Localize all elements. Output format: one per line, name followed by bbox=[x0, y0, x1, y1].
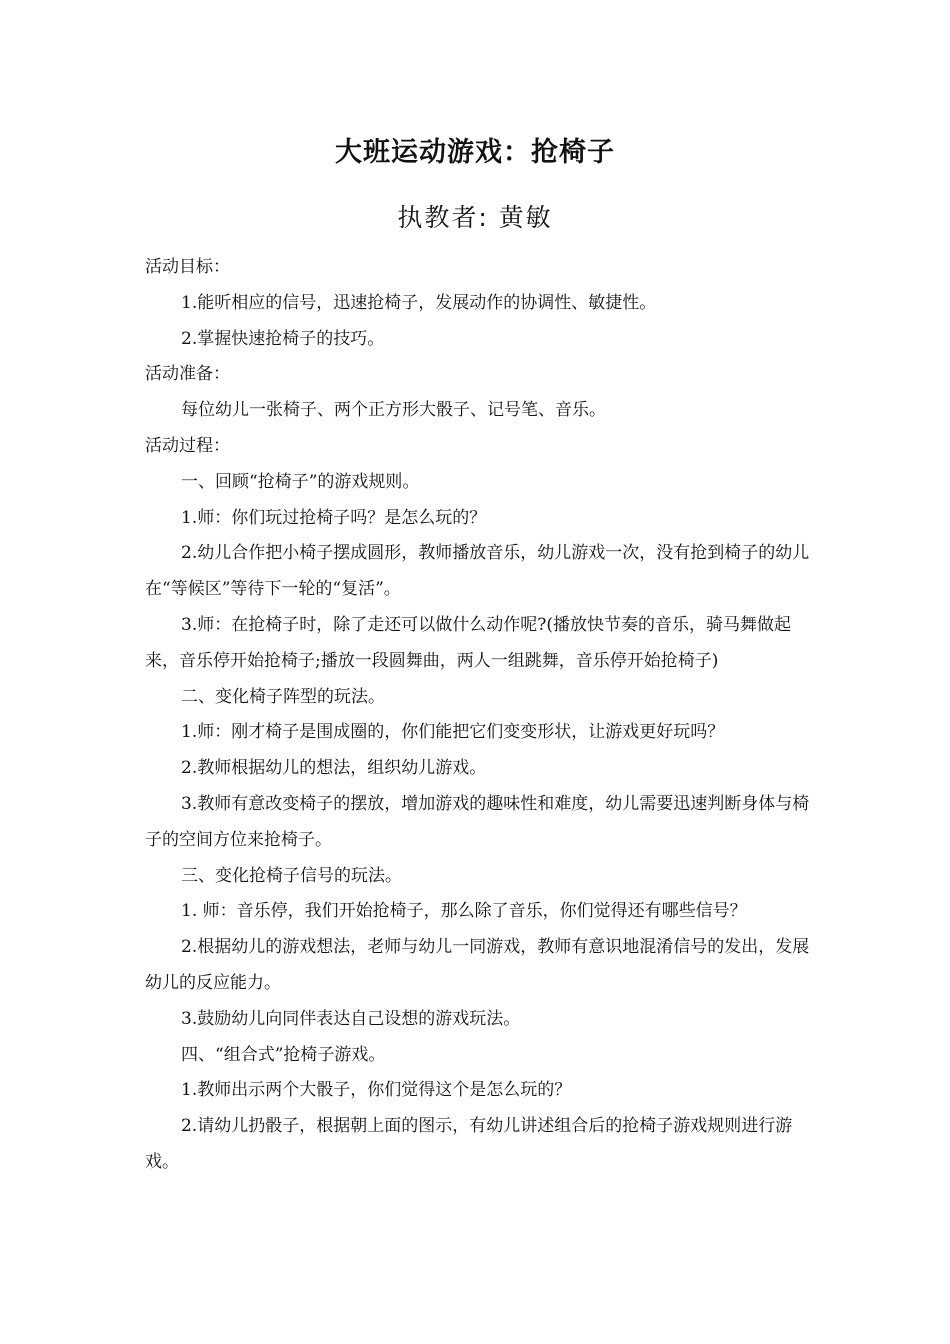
process-step-4-item-2: 2.请幼儿扔骰子，根据朝上面的图示，有幼儿讲述组合后的抢椅子游戏规则进行游戏。 bbox=[145, 1116, 793, 1172]
prep-item-1: 每位幼儿一张椅子、两个正方形大骰子、记号笔、音乐。 bbox=[181, 400, 606, 421]
process-step-1-item-1: 1.师：你们玩过抢椅子吗？是怎么玩的？ bbox=[181, 507, 487, 528]
process-step-2-item-3: 3.教师有意改变椅子的摆放，增加游戏的趣味性和难度，幼儿需要迅速判断身体与椅子的空间方位来抢椅子。 bbox=[145, 793, 810, 850]
goal-heading: 活动目标： bbox=[145, 257, 230, 277]
process-step-1-item-3: 3.师：在抢椅子时，除了走还可以做什么动作呢?(播放快节奏的音乐，骑马舞做起来，音乐停开始抢椅子;播放一段圆舞曲，两人一组跳舞，音乐停开始抢椅子) bbox=[145, 614, 791, 671]
process-step-3-title: 三、变化抢椅子信号的玩法。 bbox=[181, 865, 402, 886]
process-step-4-title: 四、“组合式”抢椅子游戏。 bbox=[181, 1044, 386, 1065]
prep-heading: 活动准备： bbox=[145, 364, 230, 385]
process-step-3-item-3: 3.鼓励幼儿向同伴表达自己设想的游戏玩法。 bbox=[181, 1008, 521, 1029]
process-step-1-title: 一、回顾“抢椅子”的游戏规则。 bbox=[181, 471, 420, 492]
process-step-4-item-1: 1.教师出示两个大骰子，你们觉得这个是怎么玩的？ bbox=[181, 1080, 572, 1101]
process-step-1-item-2: 2.幼儿合作把小椅子摆成圆形，教师播放音乐，幼儿游戏一次，没有抢到椅子的幼儿在“等候区”等待下一轮的“复活”。 bbox=[145, 543, 810, 600]
page-title: 大班运动游戏：抢椅子 bbox=[335, 137, 615, 168]
process-step-2-title: 二、变化椅子阵型的玩法。 bbox=[181, 686, 385, 707]
document-body bbox=[145, 250, 815, 1181]
process-heading: 活动过程： bbox=[145, 435, 230, 456]
goal-item-2: 2.掌握快速抢椅子的技巧。 bbox=[181, 328, 385, 349]
process-step-3-item-2: 2.根据幼儿的游戏想法，老师与幼儿一同游戏，教师有意识地混淆信号的发出，发展幼儿的反应能力。 bbox=[145, 937, 810, 993]
process-step-2-item-1: 1.师：刚才椅子是围成圈的，你们能把它们变变形状，让游戏更好玩吗？ bbox=[181, 722, 725, 743]
author-line: 执教者: 黄敏 bbox=[397, 203, 553, 232]
goal-item-1: 1.能听相应的信号，迅速抢椅子，发展动作的协调性、敏捷性。 bbox=[181, 292, 657, 313]
process-step-2-item-2: 2.教师根据幼儿的想法，组织幼儿游戏。 bbox=[181, 758, 487, 779]
process-step-3-item-1: 1. 师：音乐停，我们开始抢椅子，那么除了音乐，你们觉得还有哪些信号？ bbox=[181, 901, 747, 922]
